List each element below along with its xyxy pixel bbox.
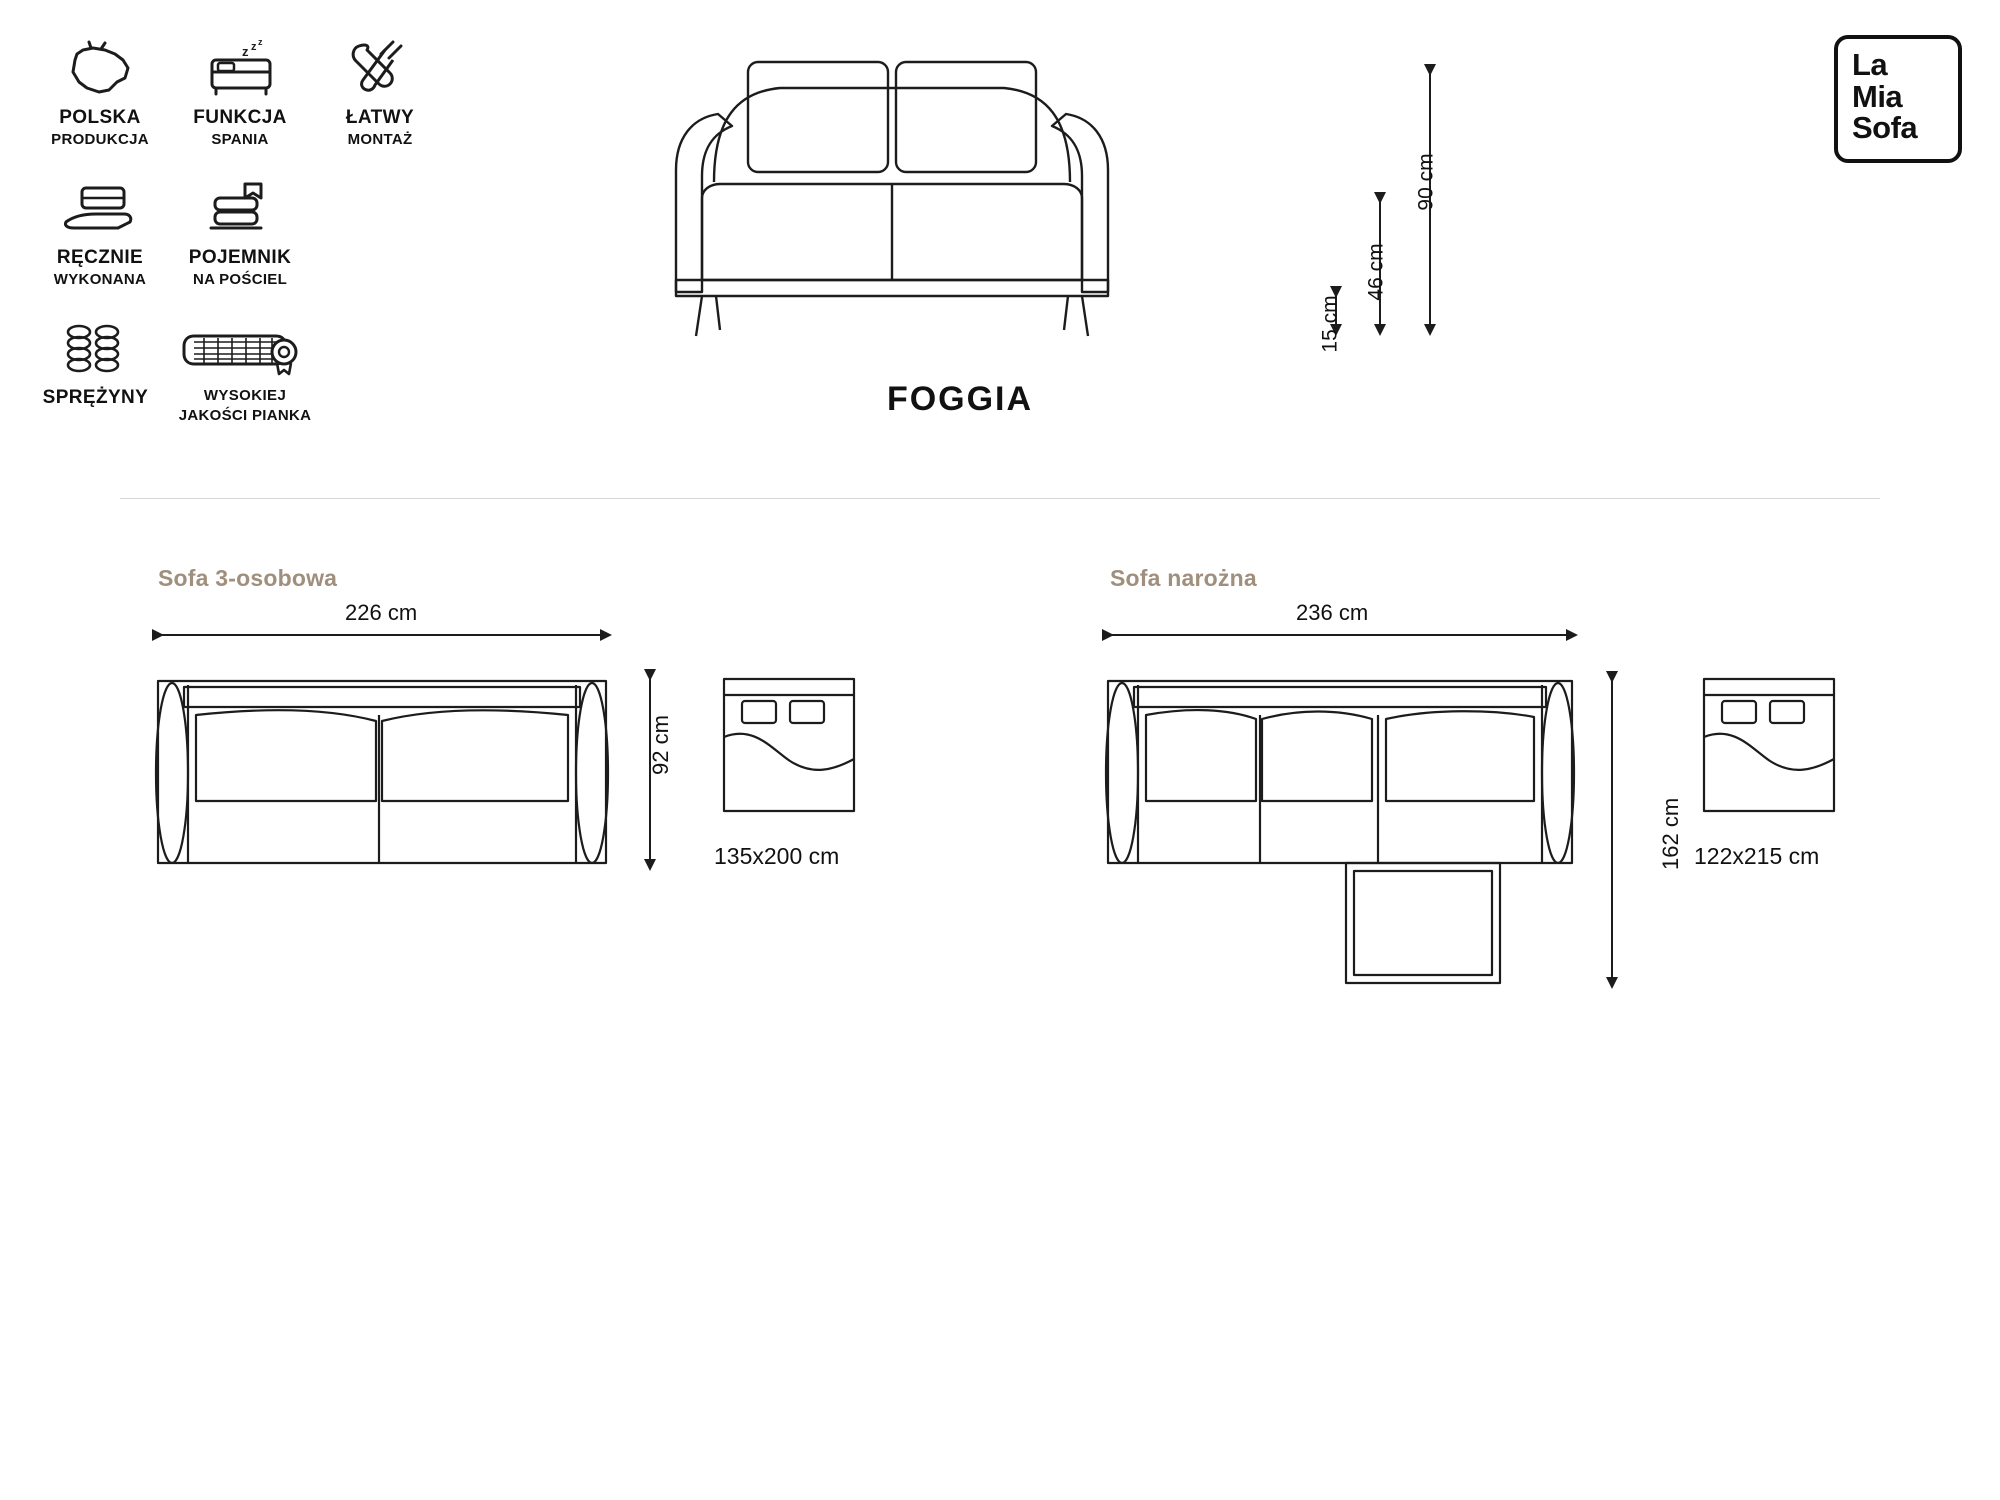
variant-title-sofa-narozna: Sofa narożna	[1110, 565, 1257, 591]
tools-icon	[310, 30, 450, 108]
section-divider	[120, 498, 1880, 499]
bed-size-label-variant1: 135x200 cm	[714, 843, 840, 869]
dim-total-height: 90 cm	[1414, 153, 1438, 211]
feature-recznie-wykonana	[30, 170, 170, 288]
dim-width-variant2: 236 cm	[1296, 600, 1369, 625]
logo-line-2: Mia	[1852, 78, 1903, 114]
svg-text:z: z	[258, 37, 263, 47]
feature-label-line2: PRODUKCJA	[51, 130, 149, 148]
feature-latwy-montaz	[310, 30, 450, 148]
feature-row-1	[30, 30, 460, 148]
feature-label-line1: RĘCZNIE	[56, 247, 144, 269]
feature-funkcja-spania	[170, 30, 310, 148]
sofa-3-osobowa-top-view	[150, 615, 670, 885]
feature-label-line1: FUNKCJA	[193, 107, 287, 128]
dim-legs-height: 15 cm	[1318, 295, 1342, 353]
dim-depth-variant2: 162 cm	[1658, 797, 1683, 870]
variant-title-sofa-3-osobowa: Sofa 3-osobowa	[158, 565, 338, 591]
logo-line-1: La	[1852, 47, 1888, 82]
feature-label-line1: WYSOKIEJ	[203, 387, 287, 405]
feature-icon-grid	[30, 30, 460, 424]
dim-seat-height: 46 cm	[1364, 243, 1388, 301]
logo-line-3: Sofa	[1852, 110, 1918, 146]
feature-pojemnik-na-posciel	[170, 170, 310, 288]
feature-sprezyny	[30, 310, 161, 411]
feature-label-line2: NA POŚCIEL	[192, 271, 288, 289]
feature-row-3	[30, 310, 460, 424]
hand-sofa-icon	[30, 170, 170, 248]
feature-label-line1: ŁATWY	[345, 107, 415, 128]
bedding-container-icon	[170, 170, 310, 248]
feature-label-line1: POJEMNIK	[188, 247, 292, 269]
bed-size-icon-variant2	[1700, 675, 1840, 815]
foam-quality-icon	[161, 310, 329, 388]
dim-depth-variant1: 92 cm	[648, 715, 673, 775]
feature-row-2	[30, 170, 460, 288]
bed-size-icon-variant1	[720, 675, 860, 815]
springs-icon	[30, 310, 161, 388]
feature-label-line2: MONTAŻ	[347, 130, 413, 148]
feature-wysokiej-jakosci-pianka	[161, 310, 329, 424]
sofa-narozna-top-view	[1100, 615, 1640, 1015]
feature-label-line1: SPRĘŻYNY	[42, 387, 149, 409]
main-sofa-front-view	[640, 30, 1280, 370]
svg-text:z: z	[251, 41, 257, 53]
sleep-function-icon	[170, 30, 310, 108]
bed-size-label-variant2: 122x215 cm	[1694, 843, 1820, 869]
feature-label-line1: POLSKA	[59, 107, 141, 128]
product-name: FOGGIA	[886, 380, 1034, 418]
svg-text:z: z	[242, 44, 249, 59]
poland-map-icon	[30, 30, 170, 108]
dim-width-variant1: 226 cm	[345, 600, 418, 625]
brand-logo	[1834, 35, 1962, 163]
feature-label-line2: WYKONANA	[53, 271, 147, 289]
feature-label-line2: JAKOŚCI PIANKA	[178, 406, 312, 424]
feature-polska-produkcja	[30, 30, 170, 148]
feature-label-line2: SPANIA	[211, 130, 269, 148]
